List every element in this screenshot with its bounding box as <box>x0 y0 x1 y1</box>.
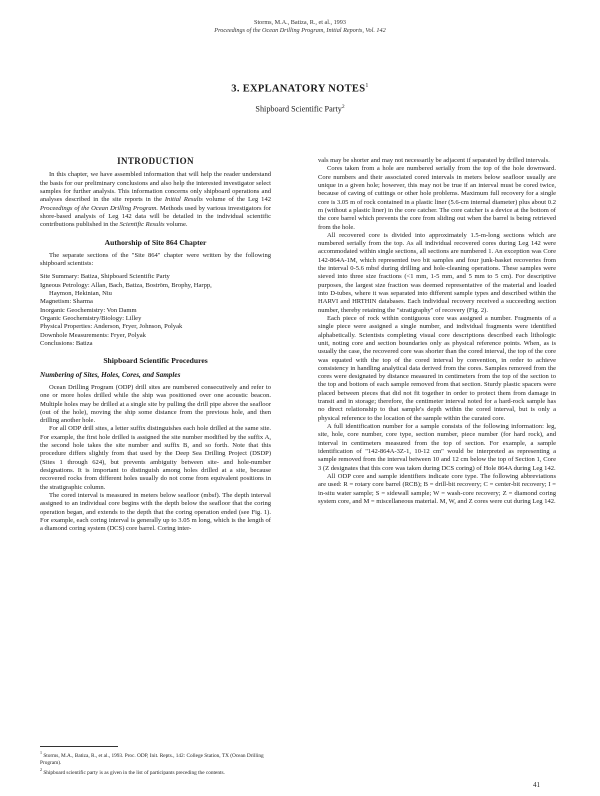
intro-text-b: volume of the Leg 142 <box>202 196 271 204</box>
footnote-text: Shipboard scientific party is as given in the list of participants preceding the contents. <box>43 769 225 776</box>
body-paragraph: A full identification number for a sample consists of the following information: leg, site, hole, core number, core type, section number, piece number (for hard rock), and interval in centimeters measured from the top of section. For example, a sample identification of "142-864A-3Z-1, 10-12 cm" would be interpreted as representing a sample removed from the interval between 10 and 12 cm below the top of Section 1, Core 3 (Z designates that this core was taken during DCS coring) of Hole 864A during Leg 142. <box>318 423 556 472</box>
intro-paragraph <box>40 171 271 229</box>
footnotes <box>40 750 272 777</box>
running-head-authors: Storms, M.A., Batiza, R., et al., 1993 <box>254 19 346 26</box>
section-heading-procedures: Shipboard Scientific Procedures <box>103 356 208 366</box>
intro-text-c: Methods used by various investigators for shore-based analysis of Leg 142 data will be detailed in the individual scientific contributions published in the <box>40 204 271 229</box>
chapter-authors-footnote-mark: 2 <box>341 104 345 110</box>
roster-line: Conclusions: Batiza <box>40 339 93 347</box>
roster-line: Site Summary: Batiza, Shipboard Scientific Party <box>40 273 170 281</box>
running-head-journal: Proceedings of the Ocean Drilling Program, Initial Reports, Vol. 142 <box>214 27 386 34</box>
roster-line: Organic Geochemistry/Biology: Lilley <box>40 315 142 322</box>
footnote-text: Storms, M.A., Batiza, R., et al., 1993. Proc. ODP, Init. Repts., 142: College Station, TX (Ocean Drilling Program). <box>40 752 264 766</box>
body-paragraph: Cores taken from a hole are numbered serially from the top of the hole downward. Core numbers and their associated cored intervals in meters below seafloor usually are unique in a given hole; however, this may not be true if an interval must be cored twice, because of caving of cuttings or other hole problems. Maximum full recovery for a single core is 3.05 m of rock contained in a plastic liner (5.6-cm internal diameter) plus about 0.2 m (without a plastic liner) in the core catcher. The core catcher is a device at the bottom of the core barrel which prevents the core from sliding out when the barrel is being retrieved from the hole. <box>318 165 556 231</box>
body-paragraph: For all ODP drill sites, a letter suffix distinguishes each hole drilled at the same site. For example, the first hole drilled is assigned the site number modified by the suffix A, the second hole takes the site number and suffix B, and so forth. Note that this procedure differs slightly from that used by the Deep Sea Drilling Project (DSDP) (Sites 1 through 624), but prevents ambiguity between site- and hole-number designations. It is important to distinguish among holes drilled at a site, because recovered rocks from different holes usually do not come from equivalent positions in the stratigraphic column. <box>40 425 271 491</box>
section-heading-introduction: INTRODUCTION <box>117 156 194 166</box>
chapter-title-text: 3. EXPLANATORY NOTES <box>231 83 366 95</box>
subsection-heading-numbering: Numbering of Sites, Holes, Cores, and Samples <box>40 370 181 379</box>
intro-text-italic-1: Initial Results <box>164 196 203 204</box>
intro-text-a: In this chapter, we have assembled information that will help the reader understand the basis for our preliminary conclusions and also help the interested investigator select samples for further analysis. This information concerns only shipboard operations and analyses described in the site reports in the <box>40 171 271 204</box>
chapter-title-footnote-mark: 1 <box>365 83 369 89</box>
section-heading-authorship: Authorship of Site 864 Chapter <box>104 237 207 247</box>
intro-text-d: volume. <box>164 221 188 229</box>
body-paragraph: All recovered core is divided into approximately 1.5-m-long sections which are numbered serially from the top. As all individual recovered cores during Leg 142 were accommodated within single sections, all sections are numbered 1. An exception was Core 142-864A-1M, which represented two bit samples and four junk-basket recoveries from the interval 0-5.6 mbsf during drilling and hole-cleaning operations. These samples were sieved into three size fractions (<1 mm, 1-5 mm, and 5 mm to 5 cm). For descriptive purposes, the largest size fraction was deemed representative of the material and loaded into D-tubes, where it was separated into different sample types and described within the HARVI and HRTHIN databases. Each individual recovery received a succeeding section number, thereby retaining the "stratigraphy" of recovery (Fig. 2). <box>318 231 556 314</box>
chapter-title <box>0 83 600 95</box>
body-paragraph-continued: vals may be shorter and may not necessarily be adjacent if separated by drilled intervals. <box>318 157 550 164</box>
roster-line: Inorganic Geochemistry: Von Damm <box>40 306 137 314</box>
intro-text-italic-3: Scientific Results <box>119 221 165 229</box>
running-head <box>0 19 600 35</box>
chapter-authors <box>0 104 600 114</box>
intro-text-italic-2: Proceedings of the Ocean Drilling Program. <box>40 204 159 212</box>
roster-line: Physical Properties: Anderson, Fryer, Johnson, Polyak <box>40 323 183 331</box>
body-paragraph: Each piece of rock within contiguous core was assigned a number. Fragments of a single piece were assigned a single number, and individual fragments were identified alphabetically. Scientists completing visual core descriptions described each lithologic unit, noting core and section boundaries only as physical reference points. When, as is usually the case, the recovered core was shorter than the cored interval, the top of the core was equated with the top of the cored interval by convention, in order to achieve consistency in handling analytical data derived from the cores. Samples removed from the cores were designated by distance measured in centimeters from the top of the section to the top and bottom of each sample removed from that section. Sturdy plastic spacers were placed between pieces that did not fit together in order to protect them from damage in transit and in storage; therefore, the centimeter interval noted for a hard-rock sample has no direct relationship to that sample's depth within the cored interval, but is only a physical reference to the location of the sample within the curated core. <box>318 314 556 422</box>
roster-line: Haymon, Hekinian, Niu <box>49 290 112 298</box>
footnote <box>40 767 272 777</box>
body-paragraph: All ODP core and sample identifiers indicate core type. The following abbreviations are used: R = rotary core barrel (RCB); B = drill-bit recovery; C = center-bit recovery; I = in-situ water sample; S = sidewall sample; W = wash-core recovery; Z = diamond coring system core, and M = miscellaneous material. M, W, and Z cores were cut during Leg 142. <box>318 472 556 505</box>
left-column <box>40 157 271 534</box>
footnote <box>40 750 272 766</box>
footnote-mark: 1 <box>40 750 42 755</box>
body-paragraph: Ocean Drilling Program (ODP) drill sites are numbered consecutively and refer to one or more holes drilled while the ship was positioned over one acoustic beacon. Multiple holes may be drilled at a single site by pulling the drill pipe above the seafloor (out of the hole), moving the ship some distance from the previous hole, and then drilling another hole. <box>40 383 271 425</box>
page-number: 41 <box>533 781 540 789</box>
right-column <box>318 157 556 506</box>
footnote-mark: 2 <box>40 766 42 772</box>
chapter-authors-text: Shipboard Scientific Party <box>255 104 342 114</box>
roster-line: Downhole Measurements: Fryer, Polyak <box>40 331 146 339</box>
roster-line: Magnetism: Sharma <box>40 298 93 306</box>
roster-line: Igneous Petrology: Allan, Bach, Batiza, Boström, Brophy, Harpp, <box>40 281 212 289</box>
body-paragraph: The cored interval is measured in meters below seafloor (mbsf). The depth interval assigned to an individual core begins with the depth below the seafloor that the coring operation began, and extends to the depth that the coring operation ended (see Fig. 1). For example, each coring interval is generally up to 3.05 m long, which is the length of a diamond coring system (DCS) core barrel. Coring inter- <box>40 491 271 533</box>
authorship-roster <box>40 273 271 348</box>
footnote-divider <box>40 746 118 747</box>
authorship-intro: The separate sections of the "Site 864" chapter were written by the following shipboard scientists: <box>40 251 271 268</box>
